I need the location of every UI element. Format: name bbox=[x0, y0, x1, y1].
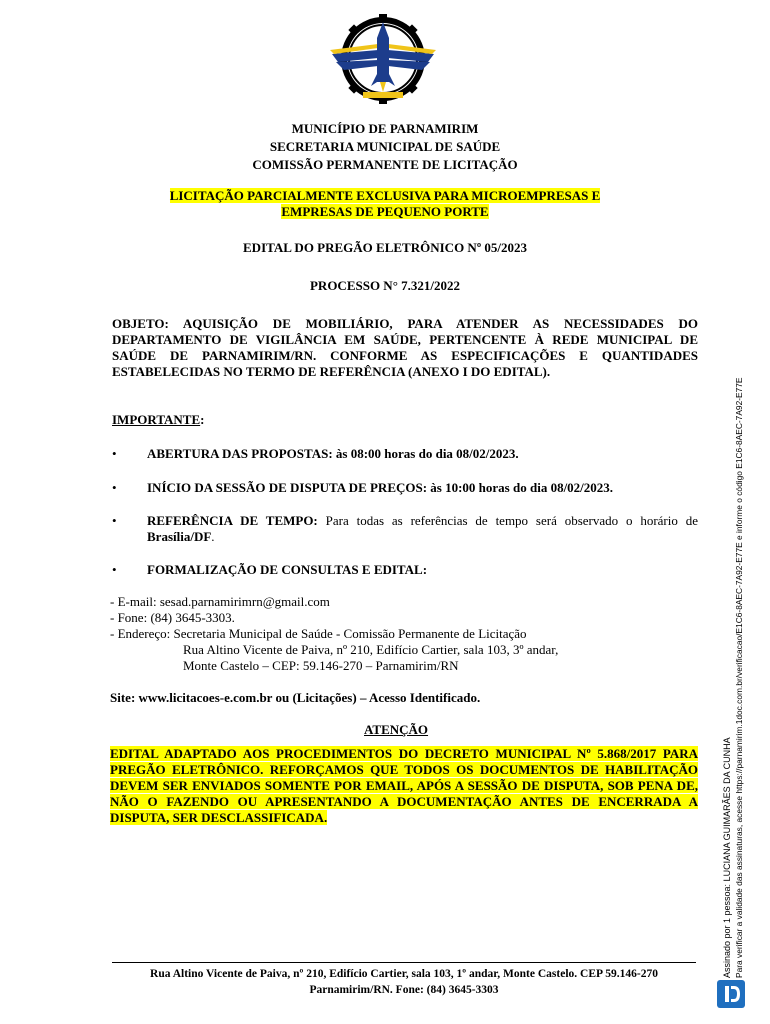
header-comissao: COMISSÃO PERMANENTE DE LICITAÇÃO bbox=[252, 157, 518, 172]
bullet-inicio: INÍCIO DA SESSÃO DE DISPUTA DE PREÇOS: às 10:00 horas do dia 08/02/2023. bbox=[147, 480, 614, 495]
objeto-paragraph: OBJETO: AQUISIÇÃO DE MOBILIÁRIO, PARA ATENDER AS NECESSIDADES DO DEPARTAMENTO DE VIGILÂNCIA EM SAÚDE, PERTENCENTE À REDE MUNICIPAL DE SAÚDE DE PARNAMIRIM/RN. CONFORME AS ESPECIFICAÇÕES E QUANTIDADES ESTABELECIDAS NO TERMO DE REFERÊNCIA (ANEXO I DO EDITAL). bbox=[112, 316, 698, 379]
licitacao-title-line1: LICITAÇÃO PARCIALMENTE EXCLUSIVA PARA MICROEMPRESAS E bbox=[169, 188, 601, 203]
side-verify-text: Para verificar a validade das assinaturas, acesse https://parnamirim.1doc.com.br/verificacao/E1C6-8AEC-7A92-E77E e informe o código E1C6-8AEC-7A92-E77E bbox=[734, 377, 744, 978]
bullet-referencia: REFERÊNCIA DE TEMPO: Para todas as referências de tempo será observado o horário de Brasília/DF. bbox=[147, 513, 699, 544]
bullet-formalizacao: FORMALIZAÇÃO DE CONSULTAS E EDITAL: bbox=[147, 562, 428, 577]
contact-fone: - Fone: (84) 3645-3303. bbox=[110, 610, 235, 625]
bullet-abertura: ABERTURA DAS PROPOSTAS: às 08:00 horas do dia 08/02/2023. bbox=[147, 446, 519, 461]
bullet-dot: • bbox=[112, 446, 117, 461]
header-secretaria: SECRETARIA MUNICIPAL DE SAÚDE bbox=[269, 139, 501, 154]
atencao-heading: ATENÇÃO bbox=[364, 722, 429, 737]
atencao-paragraph: EDITAL ADAPTADO AOS PROCEDIMENTOS DO DECRETO MUNICIPAL Nº 5.868/2017 PARA PREGÃO ELETRÔNICO. REFORÇAMOS QUE TODOS OS DOCUMENTOS DE HABILITAÇÃO DEVEM SER ENVIADOS SOMENTE POR EMAIL, APÓS A SESSÃO DE DISPUTA, SOB PENA DE, NÃO O FAZENDO OU APRESENTANDO A DOCUMENTAÇÃO ANTES DE ENCERRADA A DISPUTA, SER DESCLASSIFICADA. bbox=[110, 746, 698, 825]
side-signed-text: Assinado por 1 pessoa: LUCIANA GUIMARÃES DA CUNHA bbox=[722, 737, 732, 978]
1doc-badge-icon[interactable] bbox=[717, 980, 745, 1008]
site-line: Site: www.licitacoes-e.com.br ou (Licitações) – Acesso Identificado. bbox=[110, 690, 481, 705]
edital-title: EDITAL DO PREGÃO ELETRÔNICO Nº 05/2023 bbox=[243, 240, 527, 255]
contact-endereco: - Endereço: Secretaria Municipal de Saúde - Comissão Permanente de Licitação bbox=[110, 626, 527, 641]
contact-address-line3: Monte Castelo – CEP: 59.146-270 – Parnamirim/RN bbox=[183, 658, 459, 673]
header-municipio: MUNICÍPIO DE PARNAMIRIM bbox=[291, 121, 479, 136]
processo-number: PROCESSO N° 7.321/2022 bbox=[309, 278, 461, 293]
licitacao-title-line2: EMPRESAS DE PEQUENO PORTE bbox=[281, 204, 489, 219]
bullet-dot: • bbox=[112, 480, 117, 495]
footer-city-phone: Parnamirim/RN. Fone: (84) 3645-3303 bbox=[309, 984, 499, 996]
bullet-dot: • bbox=[112, 562, 117, 577]
importante-heading: IMPORTANTE: bbox=[112, 412, 205, 427]
footer-address: Rua Altino Vicente de Paiva, nº 210, Edifício Cartier, sala 103, 1º andar, Monte Castelo. CEP 59.146-270 bbox=[150, 968, 658, 980]
municipal-crest-icon bbox=[328, 14, 438, 114]
contact-address-line2: Rua Altino Vicente de Paiva, nº 210, Edifício Cartier, sala 103, 3º andar, bbox=[183, 642, 559, 657]
contact-email: - E-mail: sesad.parnamirimrn@gmail.com bbox=[110, 594, 330, 609]
footer-divider bbox=[112, 962, 696, 963]
bullet-dot: • bbox=[112, 513, 117, 528]
